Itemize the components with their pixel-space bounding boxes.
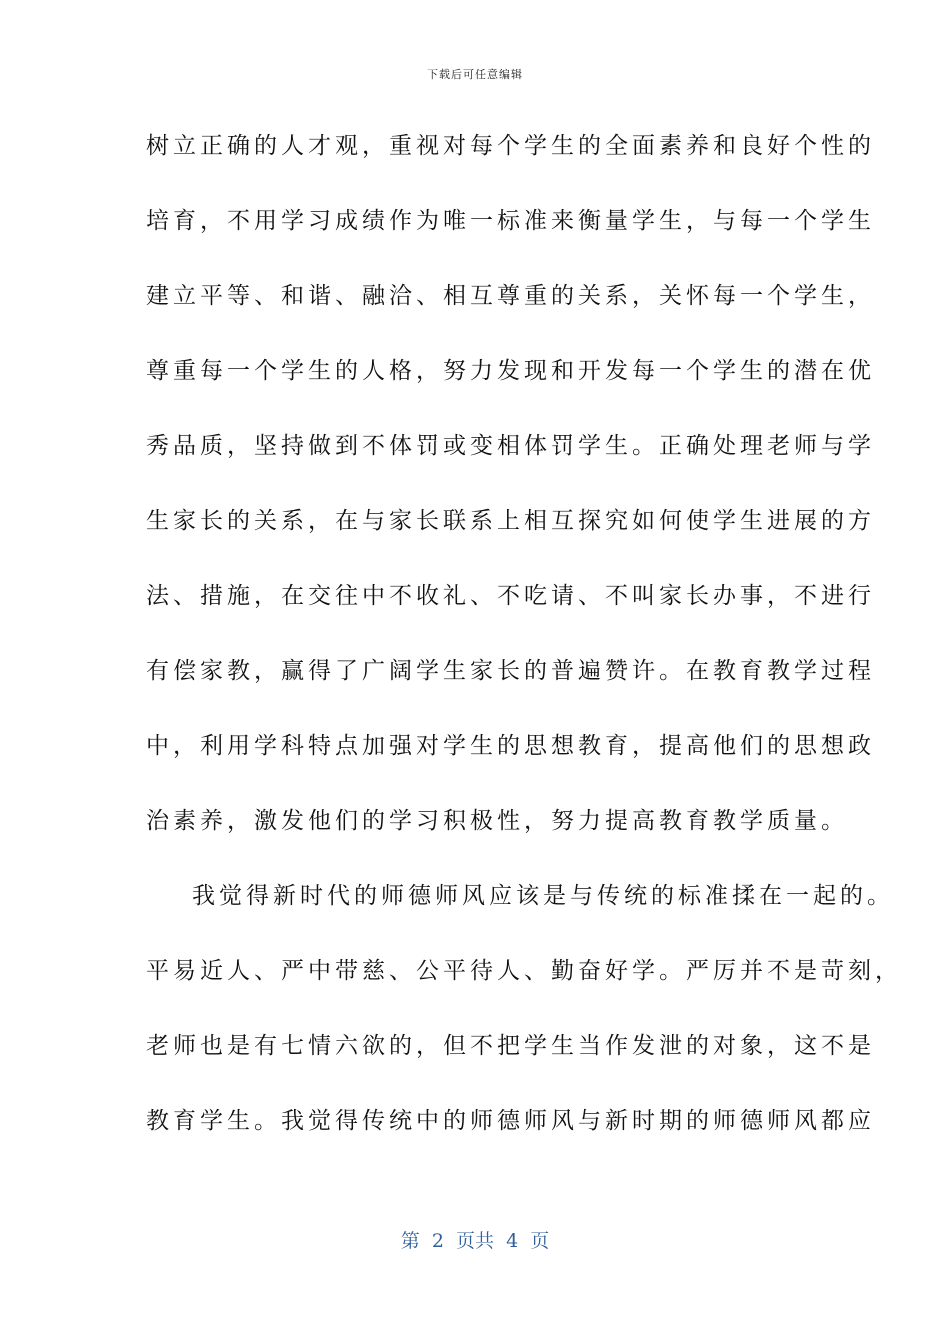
text-line-8: 有偿家教，赢得了广阔学生家长的普遍赞许。在教育教学过程 xyxy=(146,658,875,684)
text-line-5: 秀品质，坚持做到不体罚或变相体罚学生。正确处理老师与学 xyxy=(146,433,875,459)
text-line-14: 教育学生。我觉得传统中的师德师风与新时期的师德师风都应 xyxy=(146,1108,875,1134)
text-line-4: 尊重每一个学生的人格，努力发现和开发每一个学生的潜在优 xyxy=(146,358,875,384)
text-line-9: 中，利用学科特点加强对学生的思想教育，提高他们的思想政 xyxy=(146,733,875,759)
text-line-13: 老师也是有七情六欲的，但不把学生当作发泄的对象，这不是 xyxy=(146,1033,875,1059)
page-number-footer: 第 2 页共 4 页 xyxy=(400,1230,550,1252)
paragraph-start-line: 我觉得新时代的师德师风应该是与传统的标准揉在一起的。 xyxy=(192,883,894,909)
text-line-10: 治素养，激发他们的学习积极性，努力提高教育教学质量。 xyxy=(146,808,848,834)
document-body xyxy=(146,127,902,1177)
text-line-7: 法、措施，在交往中不收礼、不吃请、不叫家长办事，不进行 xyxy=(146,583,875,609)
text-line-1: 树立正确的人才观，重视对每个学生的全面素养和良好个性的 xyxy=(146,133,875,159)
page-header-note: 下载后可任意编辑 xyxy=(427,68,523,81)
text-line-3: 建立平等、和谐、融洽、相互尊重的关系，关怀每一个学生， xyxy=(146,283,875,309)
text-line-12: 平易近人、严中带慈、公平待人、勤奋好学。严厉并不是苛刻， xyxy=(146,958,902,984)
text-line-6: 生家长的关系，在与家长联系上相互探究如何使学生进展的方 xyxy=(146,508,875,534)
text-line-2: 培育，不用学习成绩作为唯一标准来衡量学生，与每一个学生 xyxy=(146,208,875,234)
